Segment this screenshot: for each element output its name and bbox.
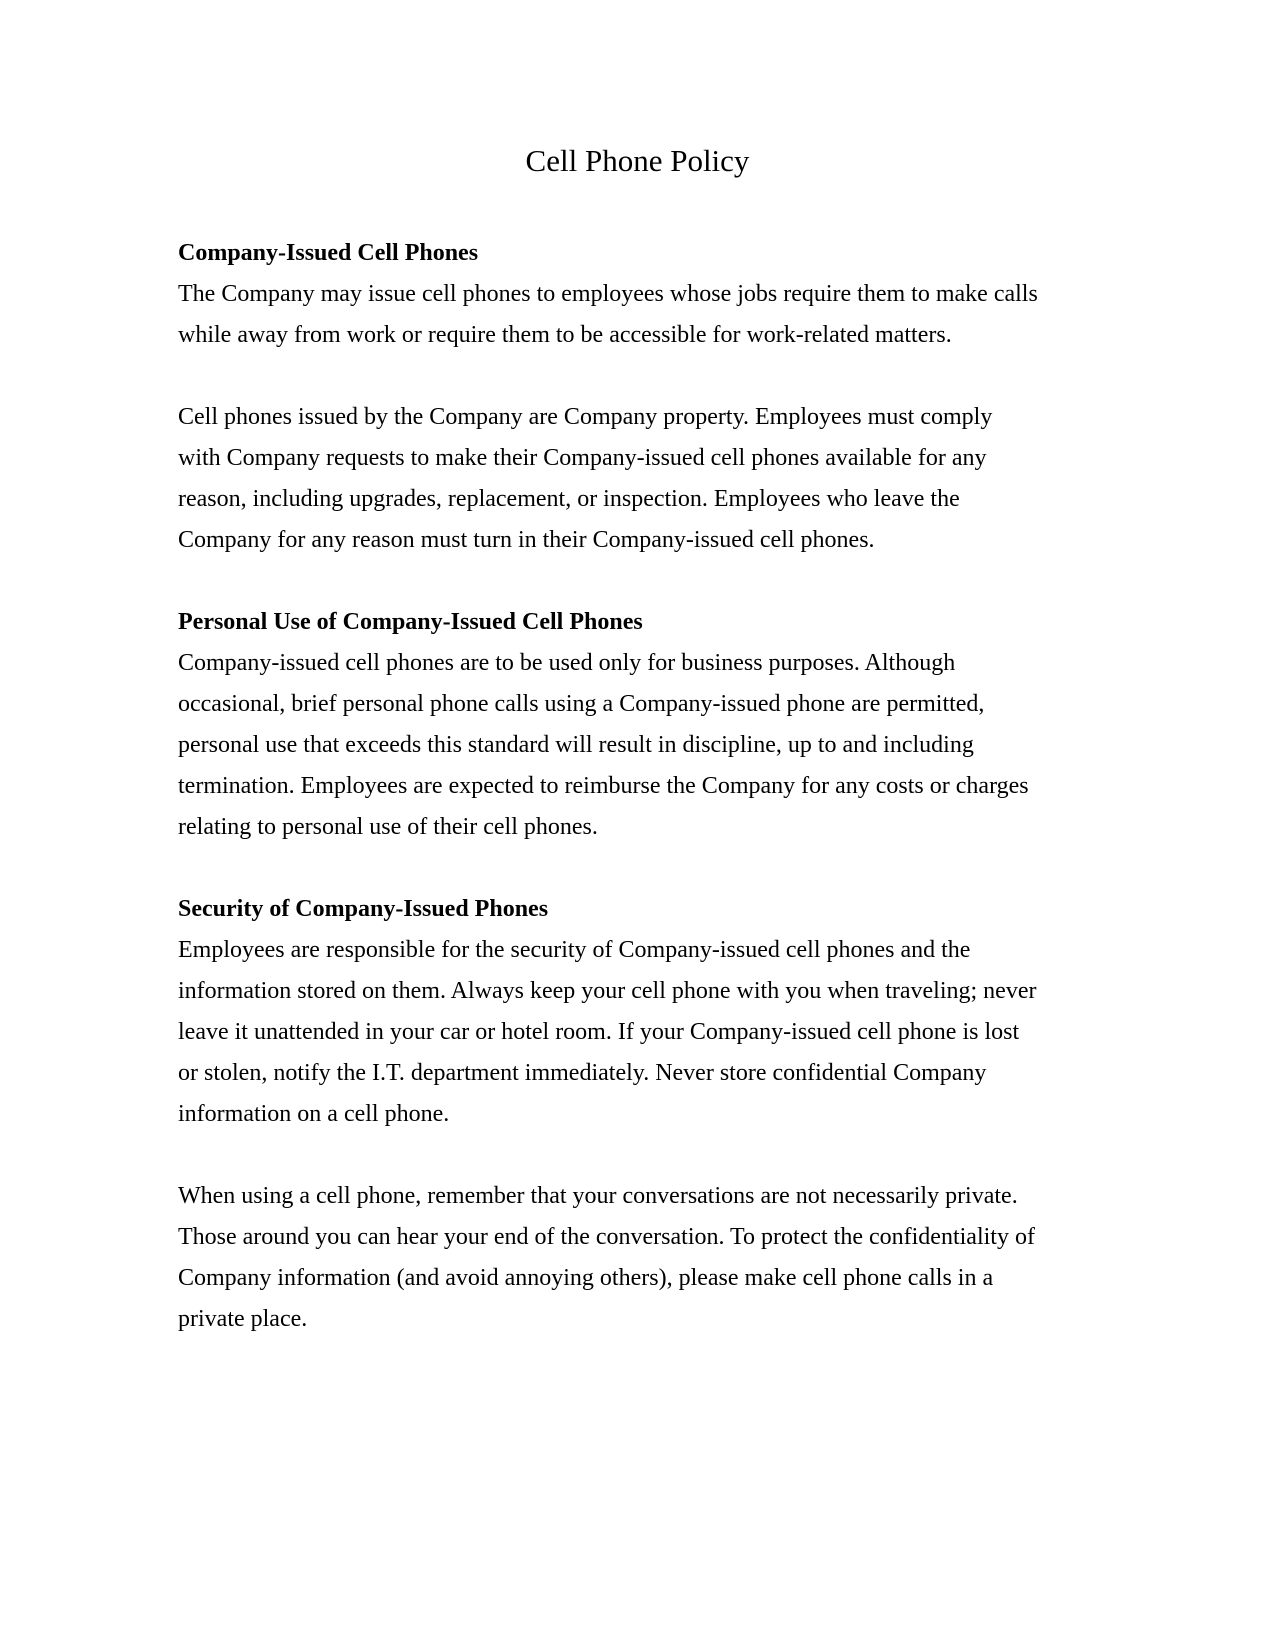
paragraph: Employees are responsible for the security of Company-issued cell phones and the information stored on them. Always keep your cell phone with you when traveling; never leave it unattended in your car or hotel room. If your Company-issued cell phone is lost or stolen, notify the I.T. department immediately. Never store confidential Company information on a cell phone. xyxy=(178,937,1037,1127)
paragraph: Cell phones issued by the Company are Company property. Employees must comply with Company requests to make their Company-issued cell phones available for any reason, including upgrades, replacement, or inspection. Employees who leave the Company for any reason must turn in their Company-issued cell phones. xyxy=(178,404,993,553)
paragraph: When using a cell phone, remember that your conversations are not necessarily private. Those around you can hear your end of the conversation. To protect the confidentiality of Company information (and avoid annoying others), please make cell phone calls in a private place. xyxy=(178,1183,1035,1332)
section-heading-personal-use: Personal Use of Company-Issued Cell Phones xyxy=(178,609,643,635)
section-heading-security: Security of Company-Issued Phones xyxy=(178,896,549,922)
page-title: Cell Phone Policy xyxy=(525,143,750,178)
paragraph: Company-issued cell phones are to be used only for business purposes. Although occasional, brief personal phone calls using a Company-issued phone are permitted, personal use that exceeds this standard will result in discipline, up to and including termination. Employees are expected to reimburse the Company for any costs or charges relating to personal use of their cell phones. xyxy=(178,650,1029,840)
section-heading-company-issued-cell-phones: Company-Issued Cell Phones xyxy=(178,240,479,266)
paragraph: The Company may issue cell phones to employees whose jobs require them to make calls while away from work or require them to be accessible for work-related matters. xyxy=(178,281,1038,348)
document-body xyxy=(178,233,1040,1340)
